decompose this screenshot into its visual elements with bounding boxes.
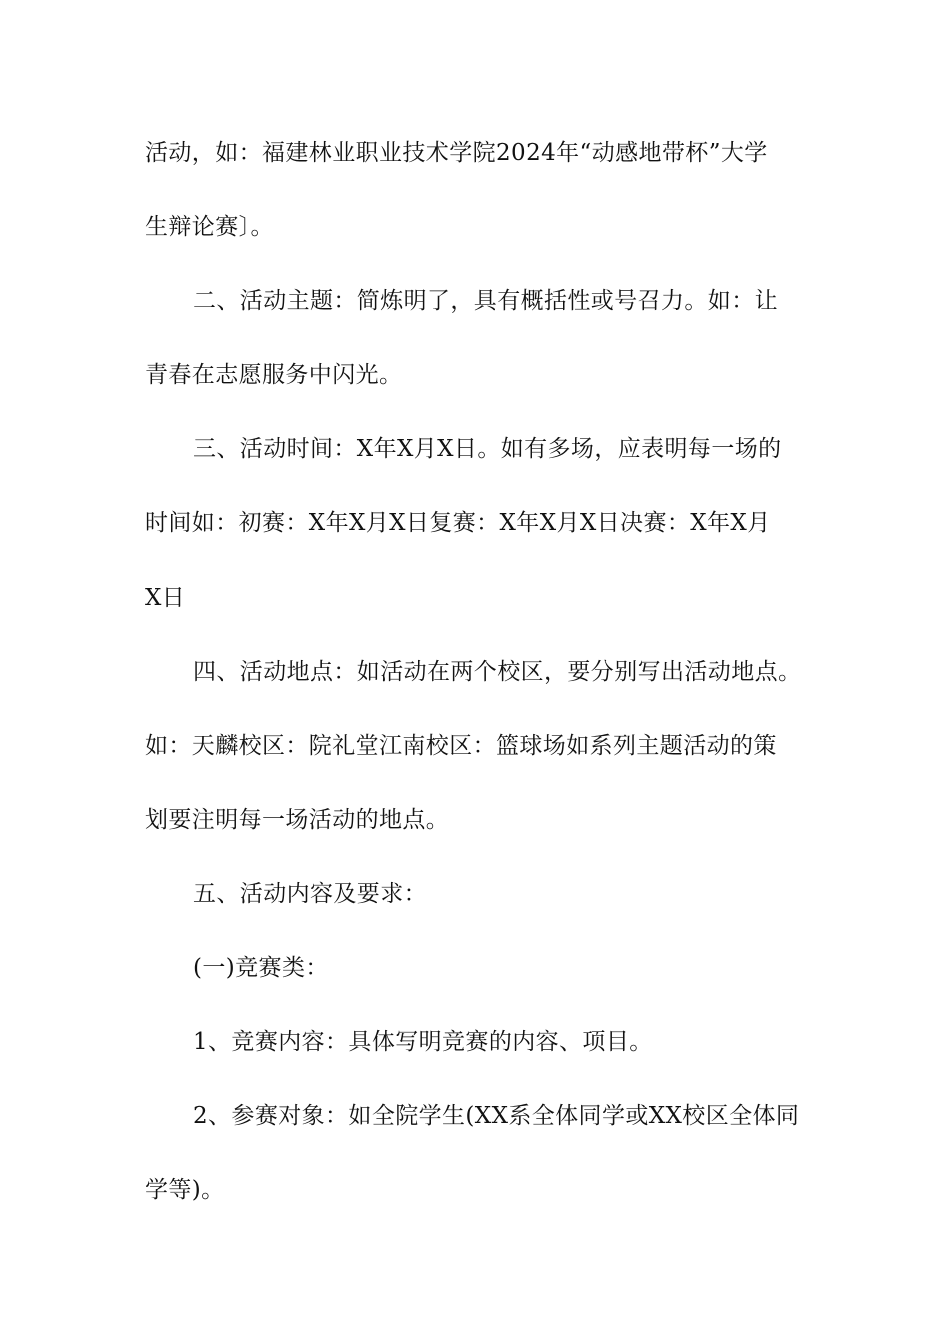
- text-line: 时间如：初赛：X年X月X日复赛：X年X月X日决赛：X年X月: [145, 510, 771, 536]
- text-line: (一)竞赛类：: [193, 955, 329, 981]
- text-line: 如：天麟校区：院礼堂江南校区：篮球场如系列主题活动的策: [145, 733, 777, 759]
- text-line: 五、活动内容及要求：: [193, 881, 427, 907]
- text-line: 1、竞赛内容：具体写明竞赛的内容、项目。: [193, 1029, 653, 1055]
- text-line: 四、活动地点：如活动在两个校区，要分别写出活动地点。: [193, 659, 802, 685]
- text-line: 三、活动时间：X年X月X日。如有多场，应表明每一场的: [193, 436, 782, 462]
- text-line: 二、活动主题：简炼明了，具有概括性或号召力。如：让: [193, 288, 778, 314]
- text-line: 青春在志愿服务中闪光。: [145, 362, 403, 388]
- text-line: 学等)。: [145, 1177, 225, 1203]
- text-line: X日: [145, 585, 186, 611]
- text-line: 2、参赛对象：如全院学生(XX系全体同学或XX校区全体同: [193, 1103, 800, 1129]
- text-line: 活动，如：福建林业职业技术学院2024年“动感地带杯”大学: [145, 140, 768, 166]
- text-line: 生辩论赛〕。: [145, 214, 274, 240]
- text-line: 划要注明每一场活动的地点。: [145, 807, 450, 833]
